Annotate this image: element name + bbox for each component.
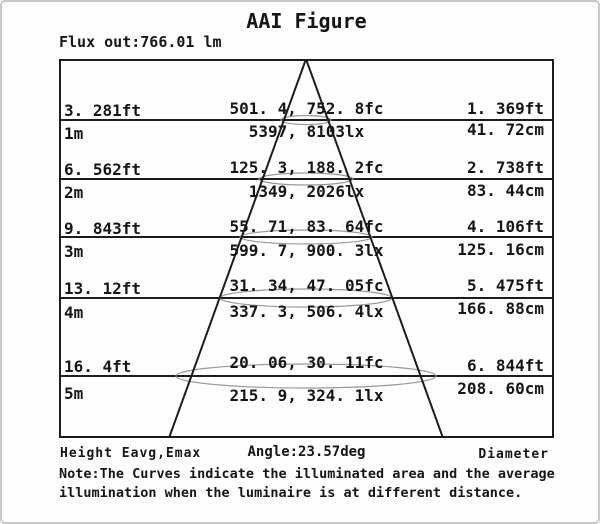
eavg-emax-lx-value: 599. 7, 900. 3lx [229,241,384,260]
eavg-emax-fc-value: 31. 34, 47. 05fc [229,276,384,295]
height-ft-label: 13. 12ft [64,279,142,298]
page-title: AAI Figure [246,9,367,33]
diameter-ft-value: 5. 475ft [466,276,544,295]
flux-label: Flux out:766.01 lm [59,33,222,51]
footer-angle-label: Angle:23.57deg [247,444,366,460]
diameter-ft-value: 2. 738ft [466,158,544,177]
diameter-cm-value: 166. 88cm [457,299,544,318]
diameter-cm-value: 83. 44cm [466,181,544,200]
note-text-line2: illumination when the luminaire is at different distance. [59,485,523,501]
height-m-label: 5m [64,384,84,403]
diameter-cm-value: 208. 60cm [457,379,544,398]
eavg-emax-lx-value: 337. 3, 506. 4lx [229,302,384,321]
height-ft-label: 6. 562ft [64,160,142,179]
height-m-label: 4m [64,303,84,322]
height-ft-label: 16. 4ft [64,357,132,376]
eavg-emax-fc-value: 20. 06, 30. 11fc [229,353,384,372]
diameter-ft-value: 6. 844ft [466,356,544,375]
height-m-label: 2m [64,183,84,202]
height-ft-label: 9. 843ft [64,219,142,238]
diameter-ft-value: 4. 106ft [466,217,544,236]
footer-diameter-label: Diameter [478,447,549,462]
diameter-ft-value: 1. 369ft [466,99,544,118]
diameter-cm-value: 41. 72cm [466,120,544,139]
eavg-emax-fc-value: 125. 3, 188. 2fc [229,158,384,177]
eavg-emax-fc-value: 55. 71, 83. 64fc [229,217,384,236]
height-ft-label: 3. 281ft [64,101,142,120]
height-m-label: 3m [64,242,84,261]
note-text-line1: Note:The Curves indicate the illuminated area and the average [59,466,555,482]
height-m-label: 1m [64,124,84,143]
eavg-emax-fc-value: 501. 4, 752. 8fc [229,99,384,118]
eavg-emax-lx-value: 5397, 8103lx [248,122,365,141]
eavg-emax-lx-value: 1349, 2026lx [248,182,365,201]
footer-height-label: Height Eavg,Emax [60,446,202,461]
diameter-cm-value: 125. 16cm [457,240,544,259]
eavg-emax-lx-value: 215. 9, 324. 1lx [229,386,384,405]
